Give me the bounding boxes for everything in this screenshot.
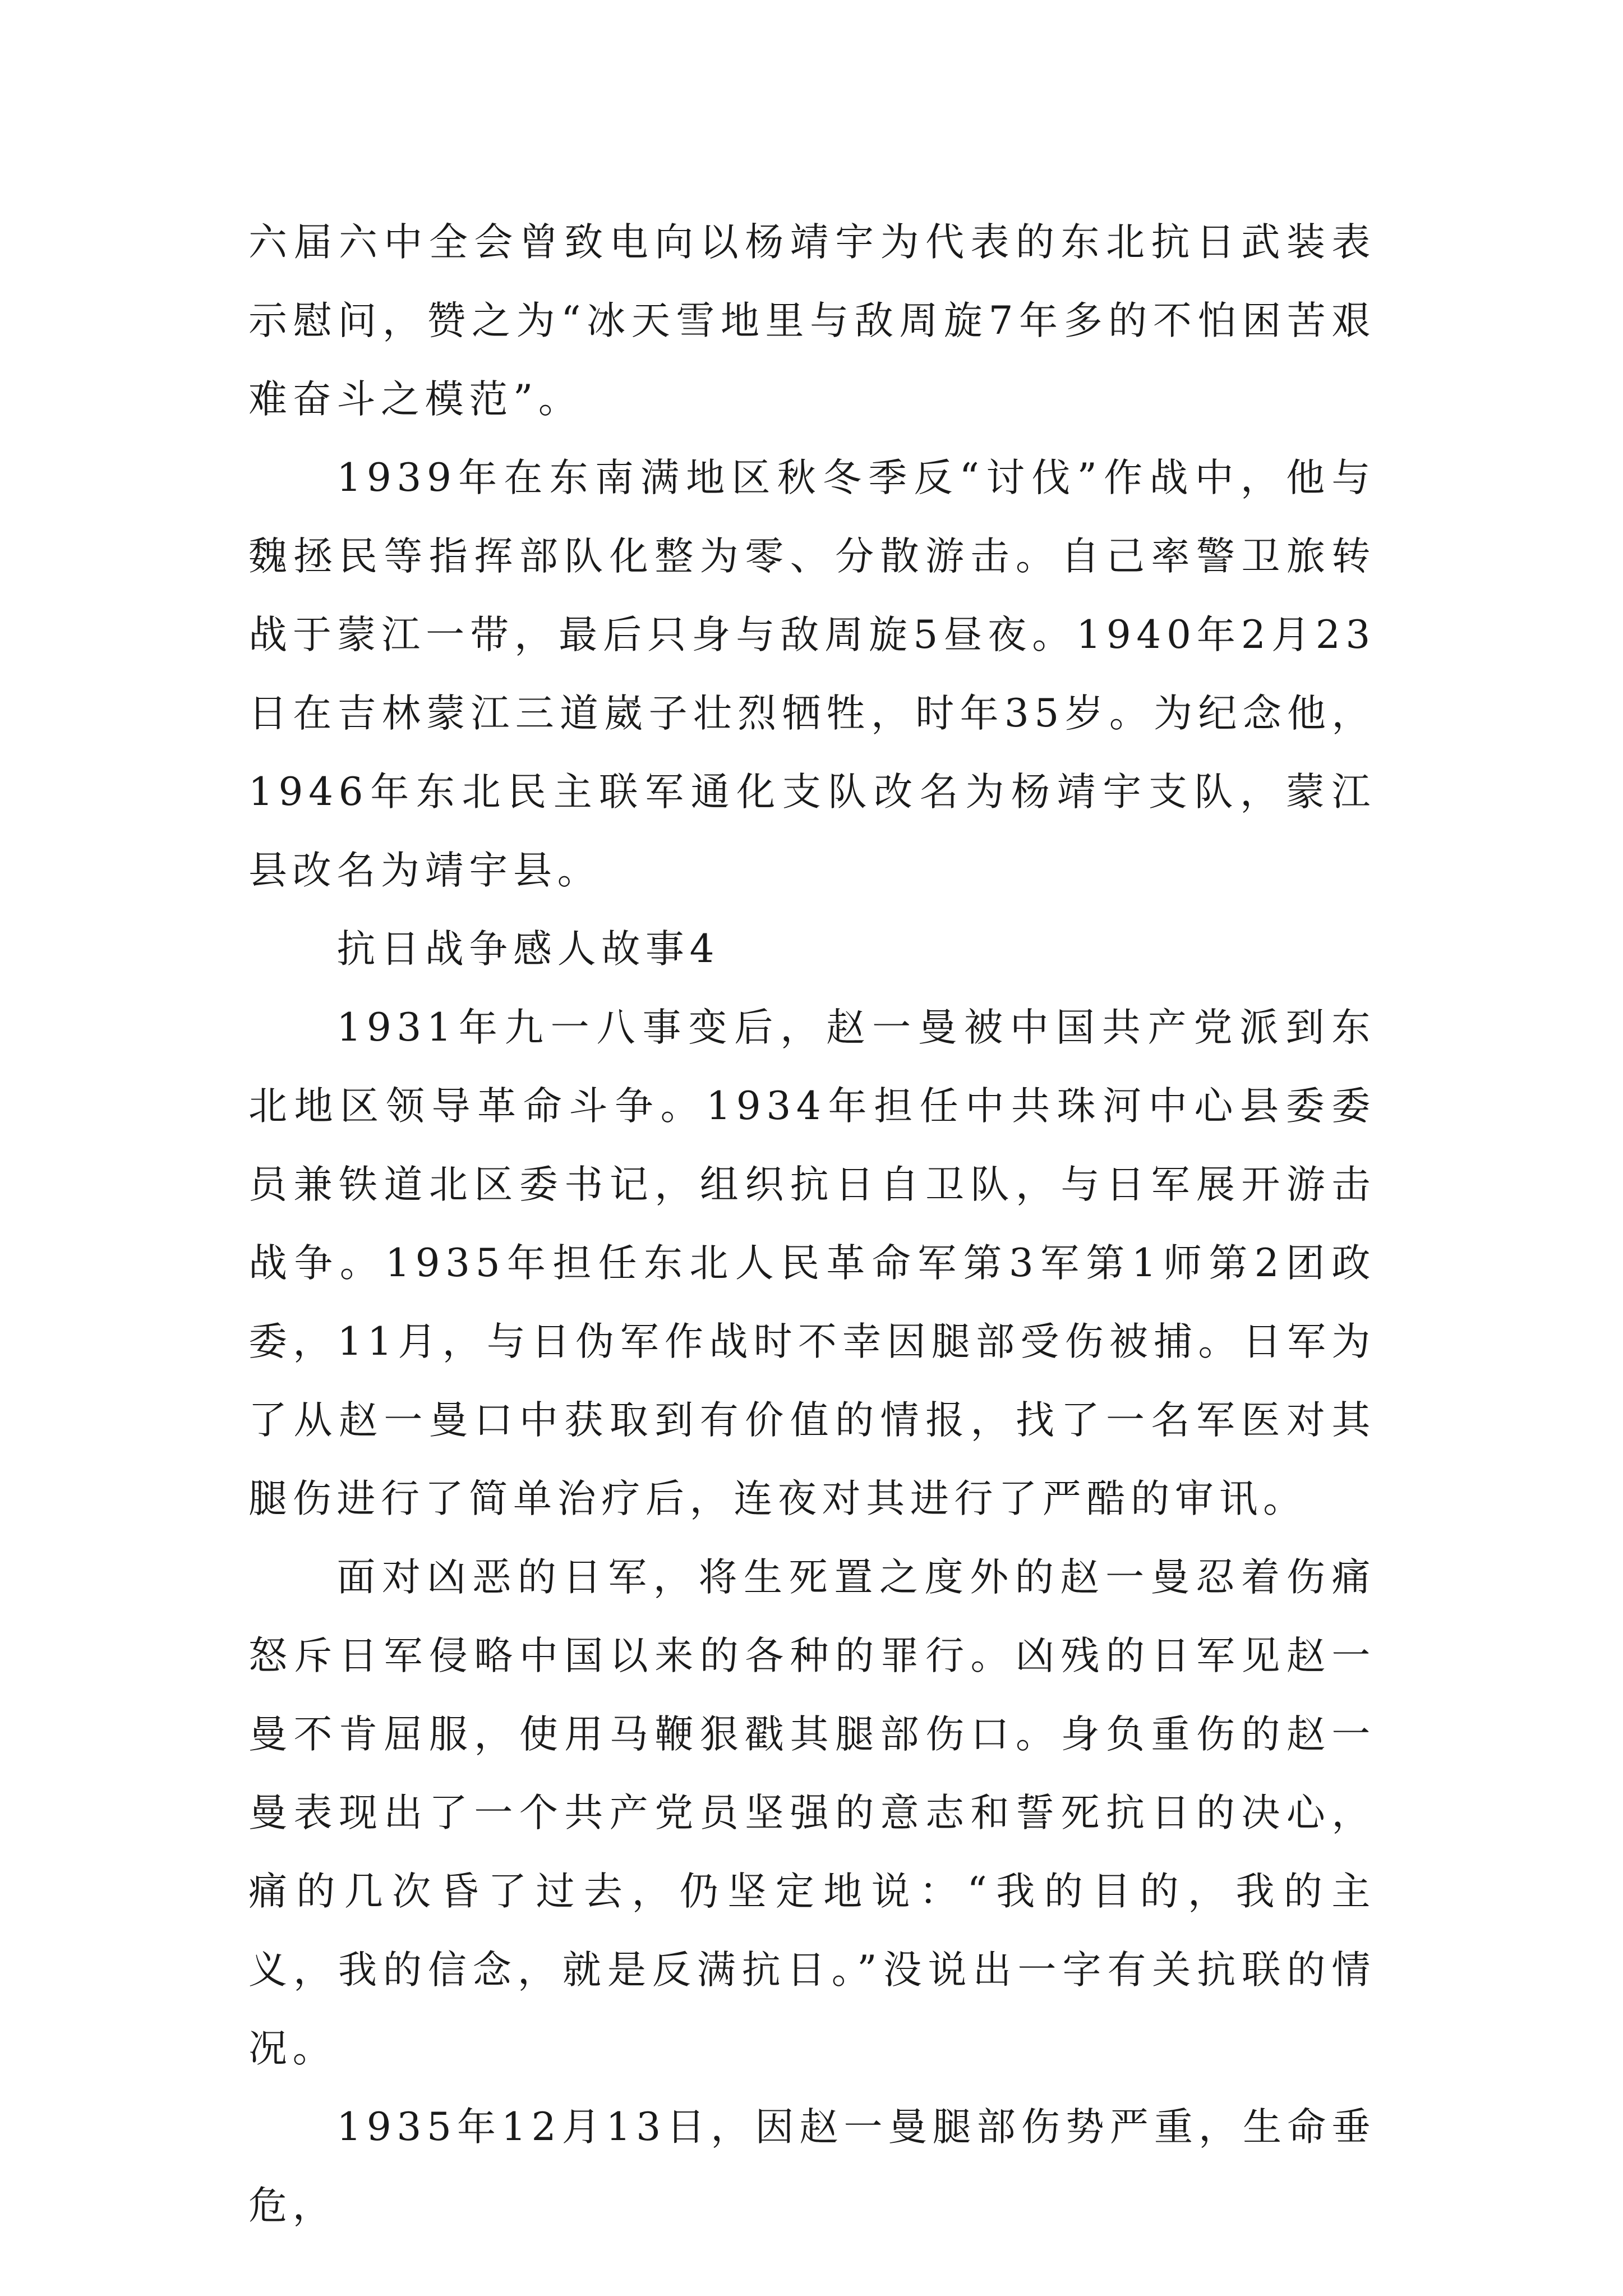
paragraph-continued-telegram: 六届六中全会曾致电向以杨靖宇为代表的东北抗日武装表示慰问，赞之为“冰天雪地里与敌周旋7年多的不怕困苦艰难奋斗之模范”。: [248, 220, 1376, 422]
paragraph-zhao-yiman-intro: 1931年九一八事变后，赵一曼被中国共产党派到东北地区领导革命斗争。1934年担任中共珠河中心县委委员兼铁道北区委书记，组织抗日自卫队，与日军展开游击战争。1935年担任东北人民革命军第3军第1师第2团政委，11月，与日伪军作战时不幸因腿部受伤被捕。日军为了从赵一曼口中获取到有价值的情报，找了一名军医对其腿伤进行了简单治疗后，连夜对其进行了严酷的审讯。: [248, 1005, 1376, 1521]
paragraph-1939-battle: 1939年在东南满地区秋冬季反“讨伐”作战中，他与魏拯民等指挥部队化整为零、分散游击。自己率警卫旅转战于蒙江一带，最后只身与敌周旋5昼夜。1940年2月23日在吉林蒙江三道崴子壮烈牺牲，时年35岁。为纪念他，1946年东北民主联军通化支队改名为杨靖宇支队，蒙江县改名为靖宇县。: [248, 455, 1376, 893]
section-heading: 抗日战争感人故事4: [336, 927, 720, 972]
paragraph-zhao-yiman-interrogation: 面对凶恶的日军，将生死置之度外的赵一曼忍着伤痛怒斥日军侵略中国以来的各种的罪行。凶残的日军见赵一曼不肯屈服，使用马鞭狠戳其腿部伤口。身负重伤的赵一曼表现出了一个共产党员坚强的意志和誓死抗日的决心，痛的几次昏了过去，仍坚定地说：“我的目的，我的主义，我的信念，就是反满抗日。”没说出一字有关抗联的情况。: [248, 1555, 1376, 2071]
body-text: [248, 203, 1376, 2245]
paragraph-zhao-yiman-1935: 1935年12月13日，因赵一曼腿部伤势严重，生命垂危，: [248, 2105, 1376, 2228]
